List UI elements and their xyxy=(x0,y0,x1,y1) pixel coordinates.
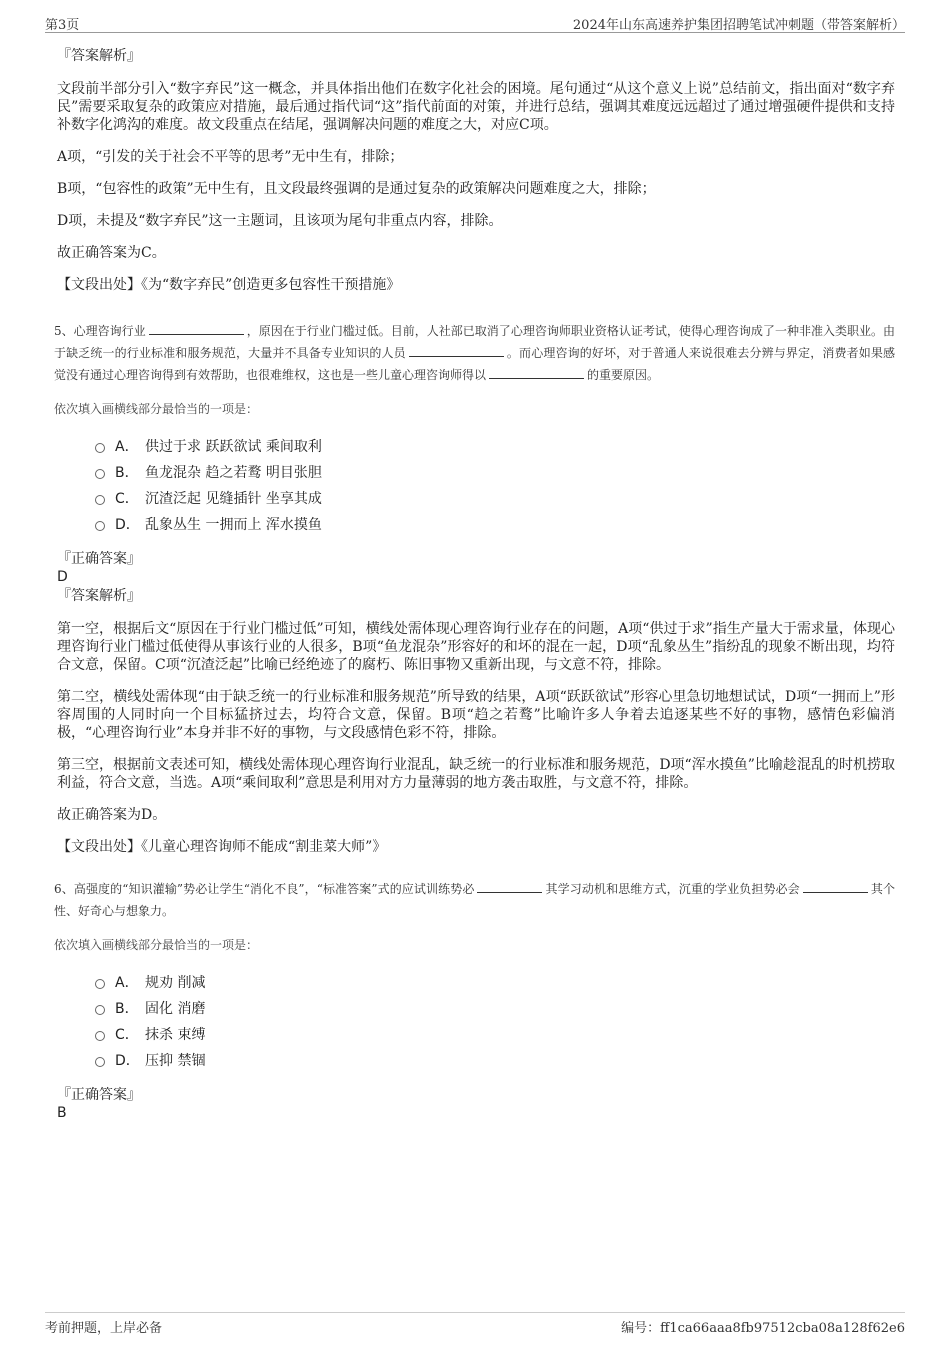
document-body xyxy=(54,46,895,1122)
correct-answer-value: B xyxy=(57,1105,67,1121)
radio-button[interactable] xyxy=(95,443,105,453)
option-b[interactable]: B． 固化 消磨 xyxy=(95,996,895,1022)
option-a[interactable]: A． 供过于求 跃跃欲试 乘间取利 xyxy=(95,434,895,460)
option-c[interactable]: C． 沉渣泛起 见缝插针 坐享其成 xyxy=(95,486,895,512)
answer-blank xyxy=(489,364,584,379)
answer-blank xyxy=(803,878,868,893)
radio-button[interactable] xyxy=(95,1005,105,1015)
analysis-label: 『答案解析』 xyxy=(57,48,141,64)
question-5-options xyxy=(95,434,895,538)
source-citation: 【文段出处】《为“数字弃民”创造更多包容性干预措施》 xyxy=(57,277,401,293)
radio-button[interactable] xyxy=(95,1031,105,1041)
radio-button[interactable] xyxy=(95,521,105,531)
answer-blank xyxy=(477,878,542,893)
correct-answer-label: 『正确答案』 xyxy=(57,551,141,567)
question-6-options xyxy=(95,970,895,1074)
question-6-stem: 6、高强度的“知识灌输”势必让学生“消化不良”，“标准答案”式的应试训练势必 其学习动机和思维方式，沉重的学业负担势必会 其个性、好奇心与想象力。 xyxy=(54,878,895,922)
analysis-paragraph: 第一空，根据后文“原因在于行业门槛过低”可知，横线处需体现心理咨询行业存在的问题，A项“供过于求”指生产量大于需求量，体现心理咨询行业门槛过低使得从事该行业的人很多，B项“鱼龙混杂”形容好的和坏的混在一起，D项“乱象丛生”指纷乱的现象不断出现，均符合文意，保留。C项“沉渣泛起”比喻已经绝迹了的腐朽、陈旧事物又重新出现，与文意不符，排除。 xyxy=(57,621,895,673)
radio-button[interactable] xyxy=(95,979,105,989)
question-6-prompt: 依次填入画横线部分最恰当的一项是： xyxy=(54,938,259,952)
answer-blank xyxy=(149,320,244,335)
analysis-label: 『答案解析』 xyxy=(57,588,141,604)
radio-button[interactable] xyxy=(95,1057,105,1067)
document-title: 2024年山东高速养护集团招聘笔试冲刺题（带答案解析） xyxy=(572,18,905,33)
page-number: 第3页 xyxy=(45,18,80,33)
analysis-paragraph: 文段前半部分引入“数字弃民”这一概念，并具体指出他们在数字化社会的困境。尾句通过“从这个意义上说”总结前文，指出面对“数字弃民”需要采取复杂的政策应对措施，最后通过指代词“这”指代前面的对策，并进行总结，强调其难度远远超过了通过增强硬件提供和支持补数字化鸿沟的难度。故文段重点在结尾，强调解决问题的难度之大，对应C项。 xyxy=(57,81,895,133)
analysis-paragraph: B项，“包容性的政策”无中生有，且文段最终强调的是通过复杂的政策解决问题难度之大，排除； xyxy=(57,181,656,197)
option-b[interactable]: B． 鱼龙混杂 趋之若鹜 明目张胆 xyxy=(95,460,895,486)
analysis-paragraph: A项，“引发的关于社会不平等的思考”无中生有，排除； xyxy=(57,149,404,165)
document-id: 编号：ff1ca66aaa8fb97512cba08a128f62e6 xyxy=(621,1321,905,1336)
correct-answer-label: 『正确答案』 xyxy=(57,1087,141,1103)
radio-button[interactable] xyxy=(95,495,105,505)
analysis-paragraph: 第二空，横线处需体现“由于缺乏统一的行业标准和服务规范”所导致的结果，A项“跃跃欲试”形容心里急切地想试试，D项“一拥而上”形容周围的人同时向一个目标猛挤过去，均符合文意，保留。B项“趋之若鹜”比喻许多人争着去追逐某些不好的事物，感情色彩偏消极，“心理咨询行业”本身并非不好的事物，与文段感情色彩不符，排除。 xyxy=(57,689,895,741)
analysis-paragraph: 故正确答案为D。 xyxy=(57,807,167,823)
analysis-paragraph: D项，未提及“数字弃民”这一主题词，且该项为尾句非重点内容，排除。 xyxy=(57,213,503,229)
option-c[interactable]: C． 抹杀 束缚 xyxy=(95,1022,895,1048)
analysis-paragraph: 故正确答案为C。 xyxy=(57,245,166,261)
option-a[interactable]: A． 规劝 削减 xyxy=(95,970,895,996)
option-d[interactable]: D． 乱象丛生 一拥而上 浑水摸鱼 xyxy=(95,512,895,538)
correct-answer-value: D xyxy=(57,569,68,585)
answer-blank xyxy=(409,342,504,357)
question-5-stem: 5、心理咨询行业 ，原因在于行业门槛过低。目前，人社部已取消了心理咨询师职业资格认证考试，使得心理咨询成了一种非准入类职业。由于缺乏统一的行业标准和服务规范，大量并不具备专业知识的人员 。而心理咨询的好坏，对于普通人来说很难去分辨与界定，消费者如果感觉没有通过心理咨询得到有效帮助，也很难维权，这也是一些儿童心理咨询师得以 的重要原因。 xyxy=(54,320,895,386)
question-5-prompt: 依次填入画横线部分最恰当的一项是： xyxy=(54,402,259,416)
source-citation: 【文段出处】《儿童心理咨询师不能成“割韭菜大师”》 xyxy=(57,839,387,855)
footer-slogan: 考前押题，上岸必备 xyxy=(45,1321,163,1336)
radio-button[interactable] xyxy=(95,469,105,479)
page-footer xyxy=(45,1312,905,1336)
option-d[interactable]: D． 压抑 禁锢 xyxy=(95,1048,895,1074)
analysis-paragraph: 第三空，根据前文表述可知，横线处需体现心理咨询行业混乱，缺乏统一的行业标准和服务规范，D项“浑水摸鱼”比喻趁混乱的时机捞取利益，符合文意，当选。A项“乘间取利”意思是利用对方力量薄弱的地方袭击取胜，与文意不符，排除。 xyxy=(57,757,895,791)
page-header xyxy=(45,14,905,33)
